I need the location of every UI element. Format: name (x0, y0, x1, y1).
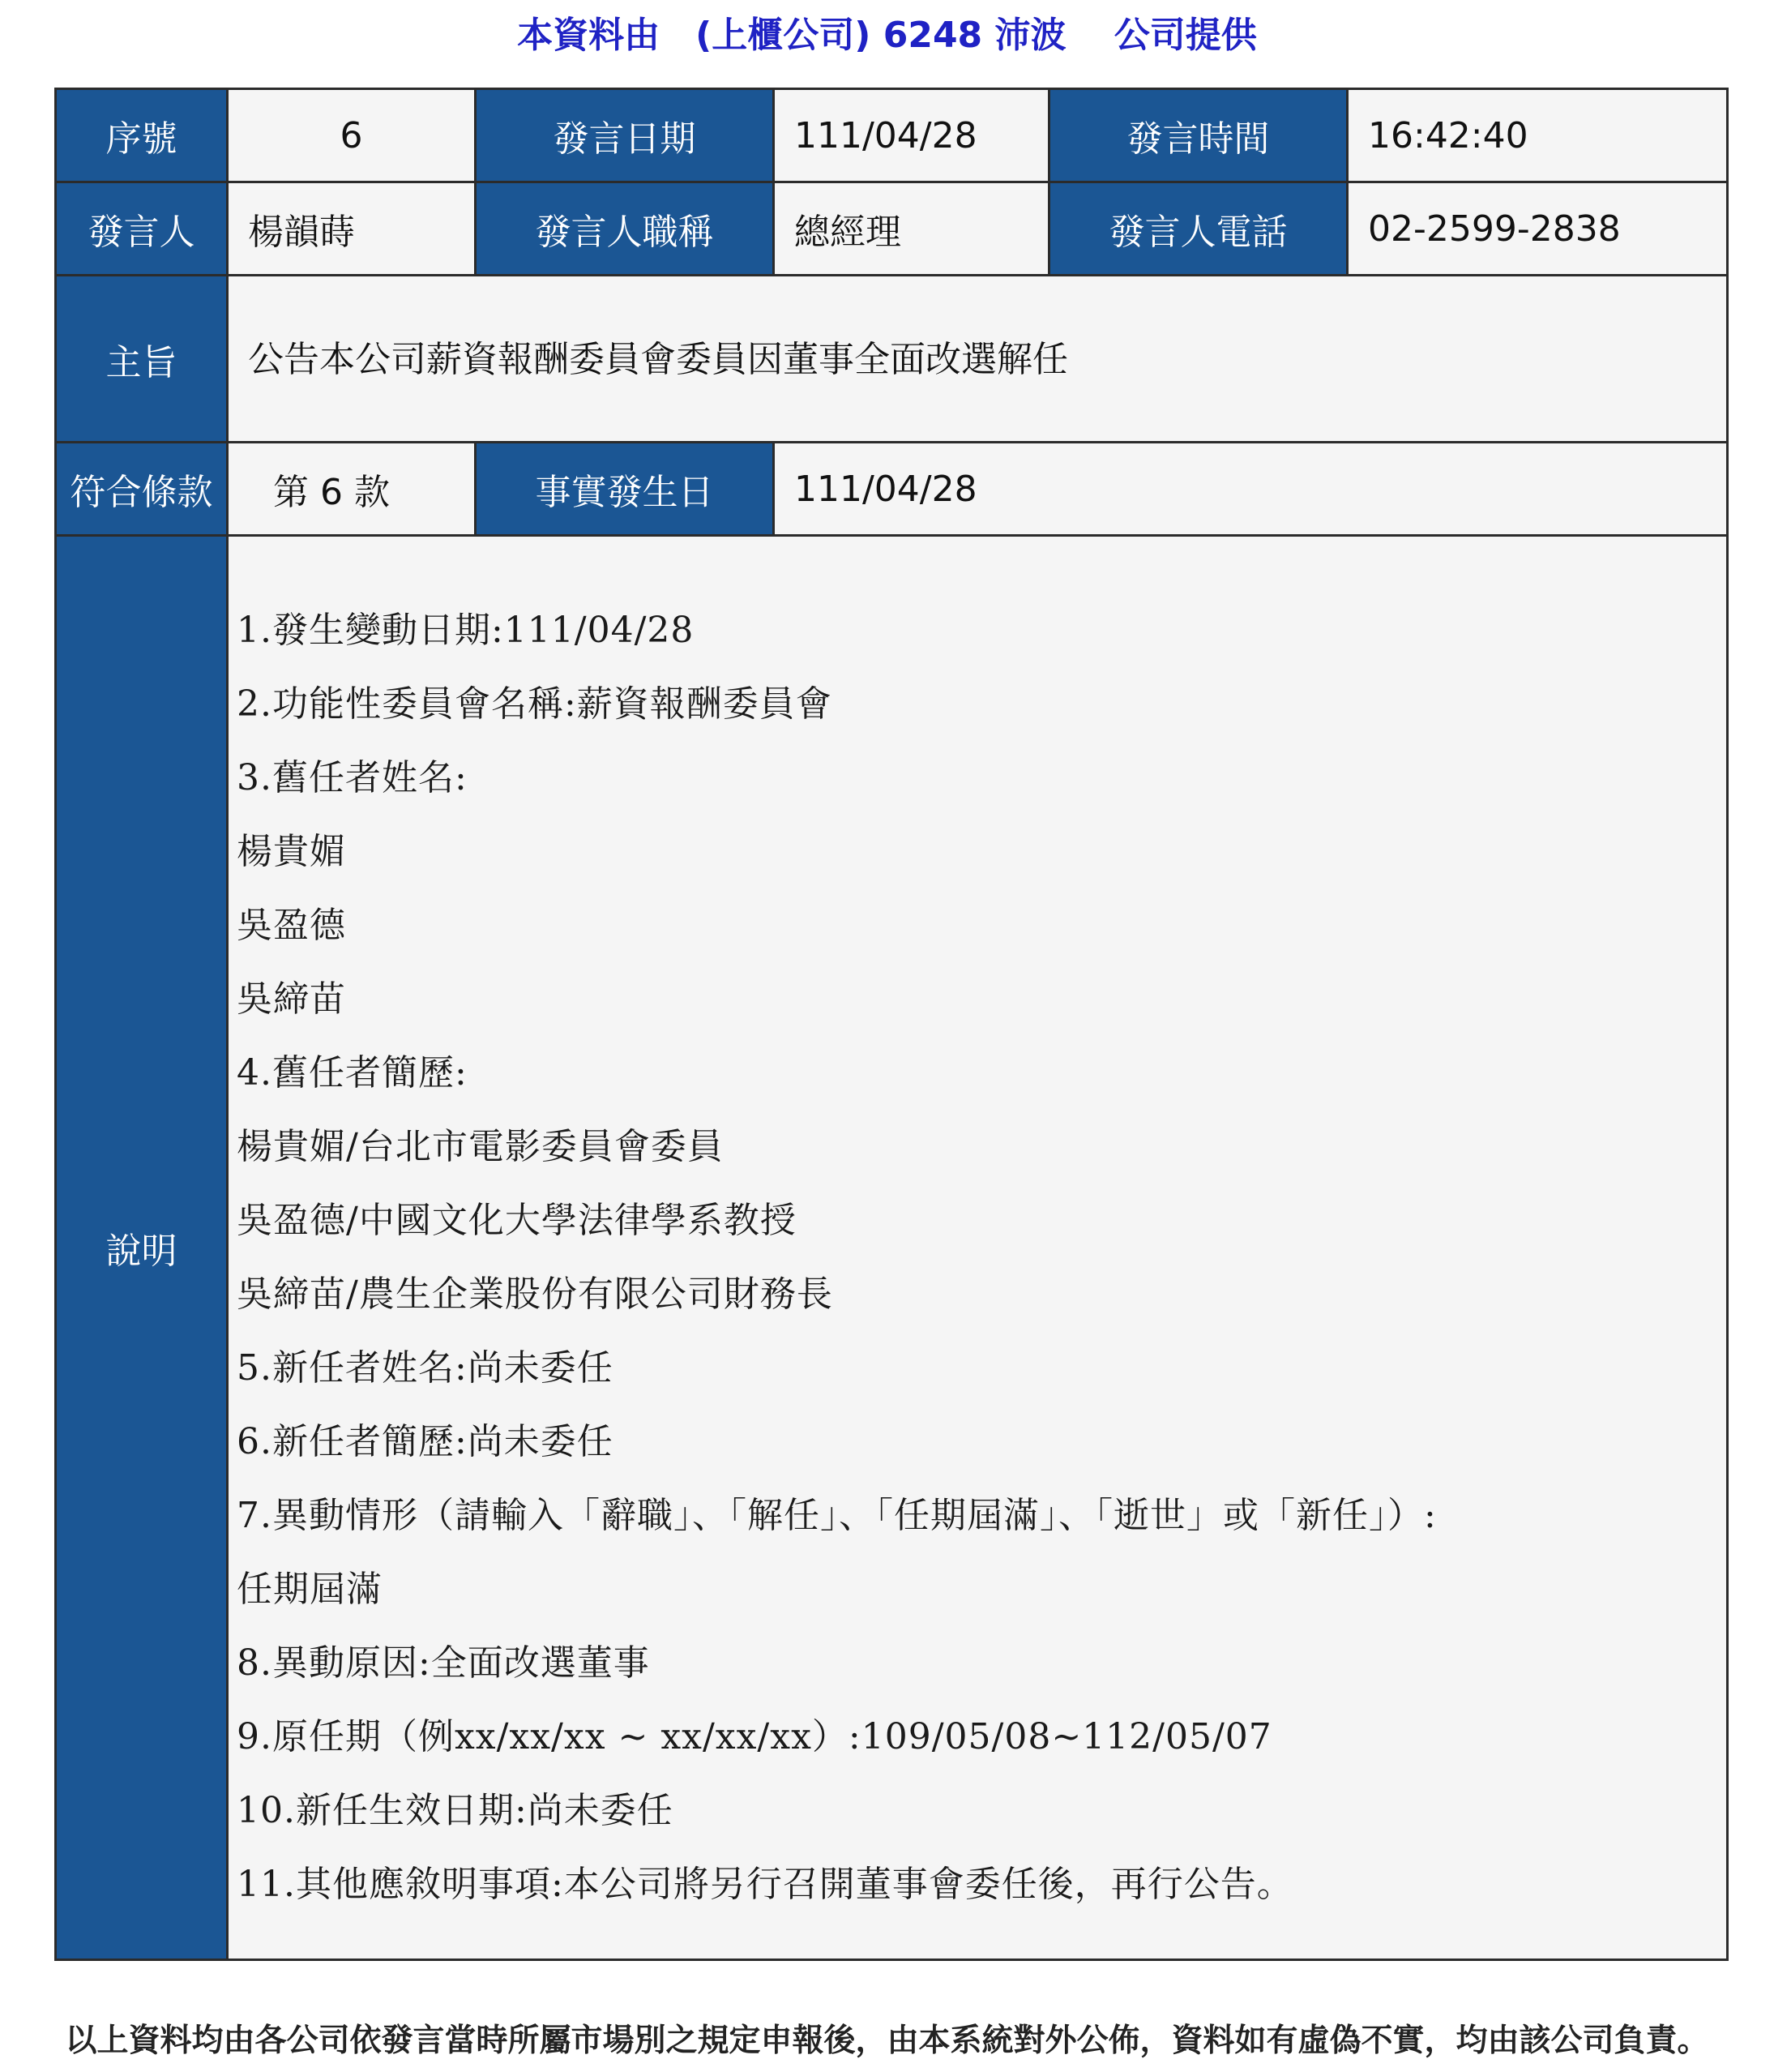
subject-label: 主旨 (56, 276, 228, 443)
description-line: 1.發生變動日期:111/04/28 (237, 610, 695, 651)
row-description (56, 536, 1728, 1960)
description-line: 8.異動原因:全面改選董事 (237, 1642, 650, 1684)
speaker-value: 楊韻蒔 (228, 182, 476, 276)
clause-value: 第 6 款 (228, 443, 476, 536)
speaker-label: 發言人 (56, 182, 228, 276)
description-line: 吳盈德/中國文化大學法律學系教授 (237, 1200, 797, 1241)
subject-value: 公告本公司薪資報酬委員會委員因董事全面改選解任 (228, 276, 1728, 443)
announce-time-label: 發言時間 (1049, 89, 1348, 182)
speaker-phone-label: 發言人電話 (1049, 182, 1348, 276)
description-line: 6.新任者簡歷:尚未委任 (237, 1421, 613, 1462)
announce-date-label: 發言日期 (476, 89, 774, 182)
description-line: 楊貴媚 (237, 831, 346, 872)
description-line: 任期屆滿 (237, 1569, 383, 1610)
description-line: 10.新任生效日期:尚未委任 (237, 1790, 673, 1831)
description-line: 楊貴媚/台北市電影委員會委員 (237, 1126, 724, 1167)
speaker-title-label: 發言人職稱 (476, 182, 774, 276)
disclaimer-footer: 以上資料均由各公司依發言當時所屬市場別之規定申報後，由本系統對外公佈，資料如有虛偽不實，均由該公司負責。 (65, 2023, 1709, 2059)
description-label: 說明 (56, 536, 228, 1960)
serial-label: 序號 (56, 89, 228, 182)
description-line: 5.新任者姓名:尚未委任 (237, 1347, 613, 1389)
description-content (228, 536, 1728, 1960)
description-line: 4.舊任者簡歷: (237, 1052, 468, 1094)
description-line: 3.舊任者姓名: (237, 757, 468, 798)
description-line: 吳盈德 (237, 905, 346, 946)
row-serial-date-time (56, 89, 1728, 182)
announce-date-value: 111/04/28 (774, 89, 1049, 182)
clause-label: 符合條款 (56, 443, 228, 536)
page-header: 本資料由 (上櫃公司) 6248 沛波 公司提供 (517, 15, 1257, 56)
description-line: 11.其他應敘明事項:本公司將另行召開董事會委任後，再行公告。 (237, 1864, 1293, 1905)
speaker-title-value: 總經理 (774, 182, 1049, 276)
description-line: 9.原任期（例xx/xx/xx ~ xx/xx/xx）:109/05/08~112/05/07 (237, 1716, 1272, 1757)
announce-time-value: 16:42:40 (1348, 89, 1728, 182)
fact-date-label: 事實發生日 (476, 443, 774, 536)
row-subject (56, 276, 1728, 443)
row-clause (56, 443, 1728, 536)
description-line: 吳締苗/農生企業股份有限公司財務長 (237, 1274, 833, 1315)
description-line: 2.功能性委員會名稱:薪資報酬委員會 (237, 683, 832, 725)
fact-date-value: 111/04/28 (774, 443, 1728, 536)
serial-value: 6 (228, 89, 476, 182)
description-line: 吳締苗 (237, 978, 346, 1020)
speaker-phone-value: 02-2599-2838 (1348, 182, 1728, 276)
row-speaker (56, 182, 1728, 276)
description-line: 7.異動情形（請輸入「辭職」、「解任」、「任期屆滿」、「逝世」或「新任」）: (237, 1495, 1437, 1536)
announcement-table (54, 88, 1729, 1961)
